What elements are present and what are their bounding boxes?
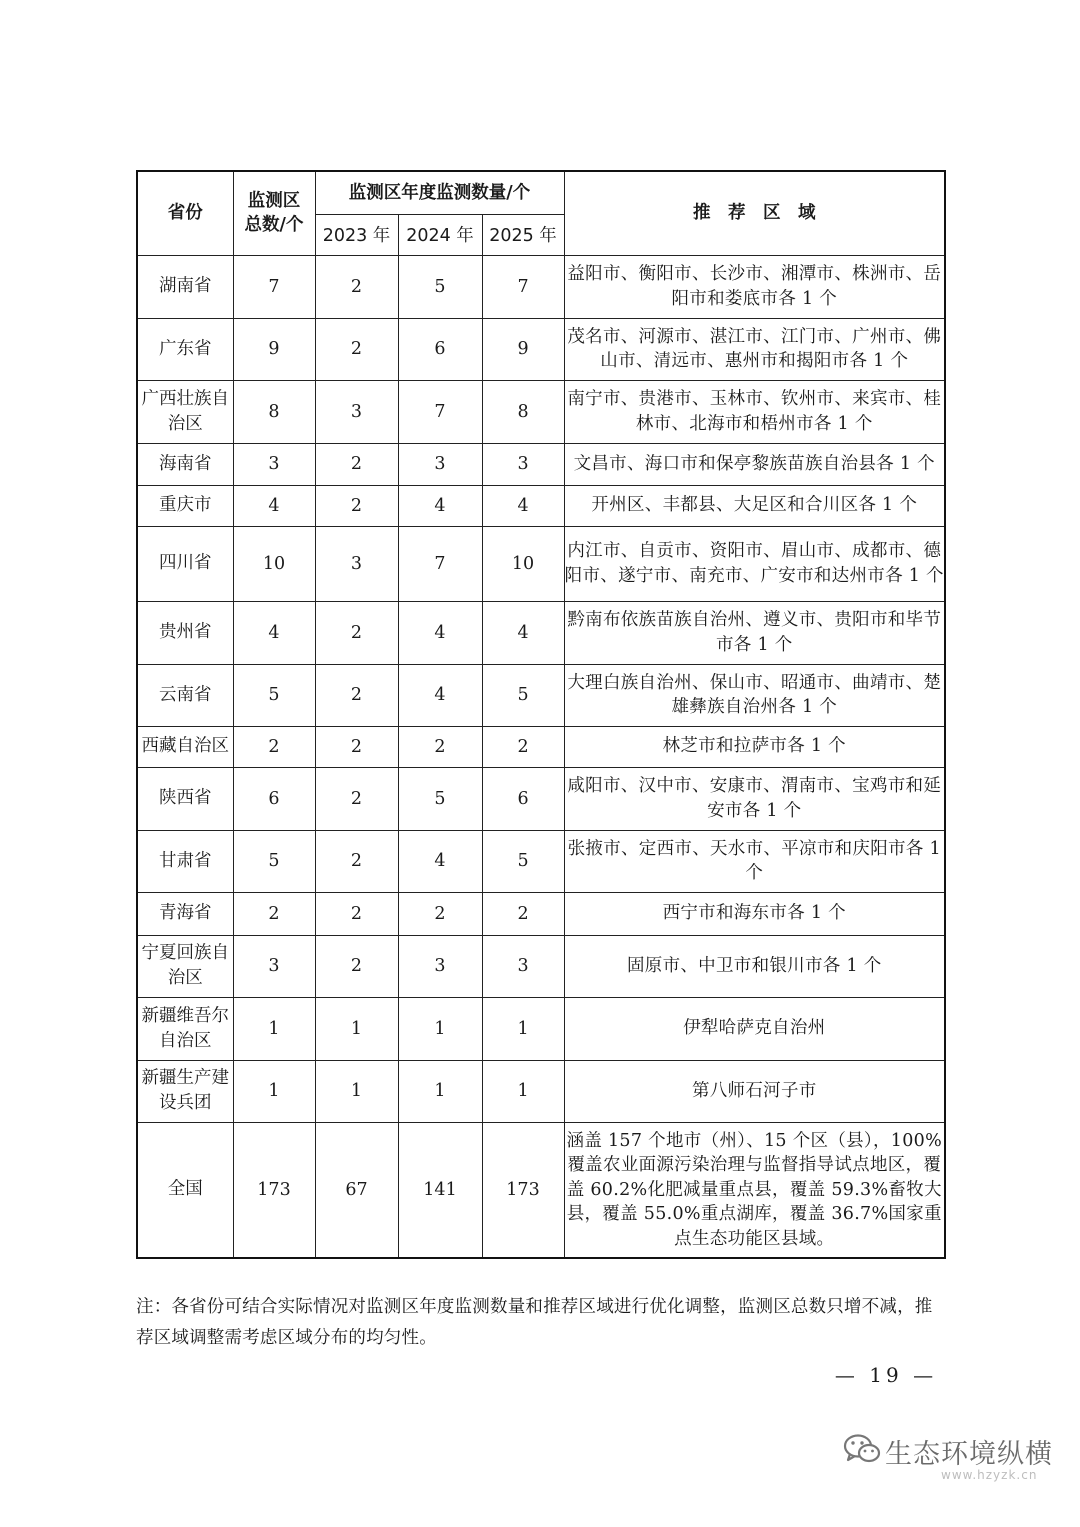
header-year-2025: 2025 年 bbox=[482, 214, 564, 255]
row-2024: 4 bbox=[398, 664, 482, 726]
watermark bbox=[843, 1432, 1073, 1492]
row-2024: 7 bbox=[398, 380, 482, 443]
table-row bbox=[137, 380, 945, 443]
row-province: 广东省 bbox=[137, 318, 233, 380]
header-year-2023: 2023 年 bbox=[315, 214, 398, 255]
row-total: 1 bbox=[233, 997, 315, 1060]
row-2024: 3 bbox=[398, 935, 482, 997]
row-total: 2 bbox=[233, 892, 315, 935]
monitoring-table bbox=[136, 170, 946, 1259]
watermark-url: www.hzyzk.cn bbox=[941, 1468, 1038, 1482]
header-province: 省份 bbox=[137, 171, 233, 255]
row-province: 重庆市 bbox=[137, 485, 233, 526]
table-row bbox=[137, 830, 945, 892]
row-region: 张掖市、定西市、天水市、平凉市和庆阳市各 1 个 bbox=[564, 830, 945, 892]
row-2025: 5 bbox=[482, 664, 564, 726]
row-2025: 2 bbox=[482, 726, 564, 767]
row-region: 开州区、丰都县、大足区和合川区各 1 个 bbox=[564, 485, 945, 526]
table-row bbox=[137, 318, 945, 380]
row-2024: 4 bbox=[398, 485, 482, 526]
row-province-national: 全国 bbox=[137, 1122, 233, 1258]
row-2024: 4 bbox=[398, 601, 482, 664]
table-row bbox=[137, 997, 945, 1060]
row-2024: 3 bbox=[398, 443, 482, 485]
row-total: 5 bbox=[233, 830, 315, 892]
row-total: 9 bbox=[233, 318, 315, 380]
row-total-national: 173 bbox=[233, 1122, 315, 1258]
row-2023: 2 bbox=[315, 485, 398, 526]
row-region: 内江市、自贡市、资阳市、眉山市、成都市、德阳市、遂宁市、南充市、广安市和达州市各 1 个 bbox=[564, 526, 945, 601]
table-row bbox=[137, 443, 945, 485]
row-total: 4 bbox=[233, 601, 315, 664]
header-year-2024: 2024 年 bbox=[398, 214, 482, 255]
row-province: 甘肃省 bbox=[137, 830, 233, 892]
row-region: 咸阳市、汉中市、安康市、渭南市、宝鸡市和延安市各 1 个 bbox=[564, 767, 945, 830]
row-2024: 5 bbox=[398, 767, 482, 830]
row-province: 青海省 bbox=[137, 892, 233, 935]
row-2024: 1 bbox=[398, 997, 482, 1060]
row-2023-national: 67 bbox=[315, 1122, 398, 1258]
row-province: 西藏自治区 bbox=[137, 726, 233, 767]
row-2025: 4 bbox=[482, 601, 564, 664]
row-2023: 3 bbox=[315, 526, 398, 601]
row-2023: 2 bbox=[315, 601, 398, 664]
table-row-national bbox=[137, 1122, 945, 1258]
row-2023: 2 bbox=[315, 255, 398, 318]
header-total: 监测区总数/个 bbox=[233, 171, 315, 255]
row-total: 5 bbox=[233, 664, 315, 726]
table-row bbox=[137, 255, 945, 318]
row-region: 茂名市、河源市、湛江市、江门市、广州市、佛山市、清远市、惠州市和揭阳市各 1 个 bbox=[564, 318, 945, 380]
row-province: 新疆维吾尔自治区 bbox=[137, 997, 233, 1060]
row-region: 西宁市和海东市各 1 个 bbox=[564, 892, 945, 935]
table-note: 注：各省份可结合实际情况对监测区年度监测数量和推荐区域进行优化调整，监测区总数只增不减，推荐区域调整需考虑区域分布的均匀性。 bbox=[136, 1297, 933, 1348]
header-region: 推 荐 区 域 bbox=[564, 171, 945, 255]
table-row bbox=[137, 892, 945, 935]
row-2024-national: 141 bbox=[398, 1122, 482, 1258]
row-2025: 3 bbox=[482, 935, 564, 997]
row-2025: 9 bbox=[482, 318, 564, 380]
row-2023: 2 bbox=[315, 726, 398, 767]
row-total: 8 bbox=[233, 380, 315, 443]
row-region: 固原市、中卫市和银川市各 1 个 bbox=[564, 935, 945, 997]
row-region: 黔南布依族苗族自治州、遵义市、贵阳市和毕节市各 1 个 bbox=[564, 601, 945, 664]
row-2024: 2 bbox=[398, 892, 482, 935]
table-row bbox=[137, 726, 945, 767]
wechat-icon bbox=[843, 1432, 883, 1466]
row-2025: 4 bbox=[482, 485, 564, 526]
row-total: 6 bbox=[233, 767, 315, 830]
table-row bbox=[137, 1060, 945, 1122]
row-province: 湖南省 bbox=[137, 255, 233, 318]
row-region: 文昌市、海口市和保亭黎族苗族自治县各 1 个 bbox=[564, 443, 945, 485]
row-total: 3 bbox=[233, 443, 315, 485]
row-region-national: 涵盖 157 个地市（州）、15 个区（县），100%覆盖农业面源污染治理与监督指导试点地区，覆盖 60.2%化肥减量重点县，覆盖 59.3%畜牧大县，覆盖 55.0%重点湖库，覆盖 36.7%国家重点生态功能区县域。 bbox=[564, 1122, 945, 1258]
row-province: 海南省 bbox=[137, 443, 233, 485]
table-row bbox=[137, 767, 945, 830]
table-row bbox=[137, 601, 945, 664]
row-total: 2 bbox=[233, 726, 315, 767]
row-2023: 2 bbox=[315, 767, 398, 830]
row-2024: 4 bbox=[398, 830, 482, 892]
table-row bbox=[137, 526, 945, 601]
row-total: 7 bbox=[233, 255, 315, 318]
row-total: 1 bbox=[233, 1060, 315, 1122]
table-row bbox=[137, 935, 945, 997]
row-2023: 2 bbox=[315, 830, 398, 892]
row-2025: 2 bbox=[482, 892, 564, 935]
table-row bbox=[137, 485, 945, 526]
table-row bbox=[137, 664, 945, 726]
row-2025: 3 bbox=[482, 443, 564, 485]
row-province: 陕西省 bbox=[137, 767, 233, 830]
row-2025-national: 173 bbox=[482, 1122, 564, 1258]
row-province: 宁夏回族自治区 bbox=[137, 935, 233, 997]
row-region: 伊犁哈萨克自治州 bbox=[564, 997, 945, 1060]
row-2025: 5 bbox=[482, 830, 564, 892]
row-2024: 2 bbox=[398, 726, 482, 767]
row-2023: 2 bbox=[315, 892, 398, 935]
row-2025: 6 bbox=[482, 767, 564, 830]
row-2024: 1 bbox=[398, 1060, 482, 1122]
row-region: 第八师石河子市 bbox=[564, 1060, 945, 1122]
row-2025: 1 bbox=[482, 1060, 564, 1122]
row-province: 云南省 bbox=[137, 664, 233, 726]
row-region: 大理白族自治州、保山市、昭通市、曲靖市、楚雄彝族自治州各 1 个 bbox=[564, 664, 945, 726]
row-2023: 2 bbox=[315, 664, 398, 726]
row-2023: 1 bbox=[315, 1060, 398, 1122]
row-2023: 1 bbox=[315, 997, 398, 1060]
row-2024: 5 bbox=[398, 255, 482, 318]
watermark-text: 生态环境纵横 bbox=[885, 1439, 1053, 1470]
row-province: 广西壮族自治区 bbox=[137, 380, 233, 443]
row-province: 贵州省 bbox=[137, 601, 233, 664]
row-region: 益阳市、衡阳市、长沙市、湘潭市、株洲市、岳阳市和娄底市各 1 个 bbox=[564, 255, 945, 318]
row-total: 10 bbox=[233, 526, 315, 601]
row-total: 4 bbox=[233, 485, 315, 526]
row-2025: 8 bbox=[482, 380, 564, 443]
row-region: 南宁市、贵港市、玉林市、钦州市、来宾市、桂林市、北海市和梧州市各 1 个 bbox=[564, 380, 945, 443]
row-2023: 2 bbox=[315, 443, 398, 485]
row-2024: 6 bbox=[398, 318, 482, 380]
row-2023: 2 bbox=[315, 935, 398, 997]
row-region: 林芝市和拉萨市各 1 个 bbox=[564, 726, 945, 767]
row-2023: 3 bbox=[315, 380, 398, 443]
row-2025: 10 bbox=[482, 526, 564, 601]
row-province: 新疆生产建设兵团 bbox=[137, 1060, 233, 1122]
row-2025: 7 bbox=[482, 255, 564, 318]
row-total: 3 bbox=[233, 935, 315, 997]
row-2024: 7 bbox=[398, 526, 482, 601]
row-2025: 1 bbox=[482, 997, 564, 1060]
row-2023: 2 bbox=[315, 318, 398, 380]
header-annual: 监测区年度监测数量/个 bbox=[315, 171, 564, 214]
page-number: — 19 — bbox=[834, 1363, 938, 1387]
row-province: 四川省 bbox=[137, 526, 233, 601]
